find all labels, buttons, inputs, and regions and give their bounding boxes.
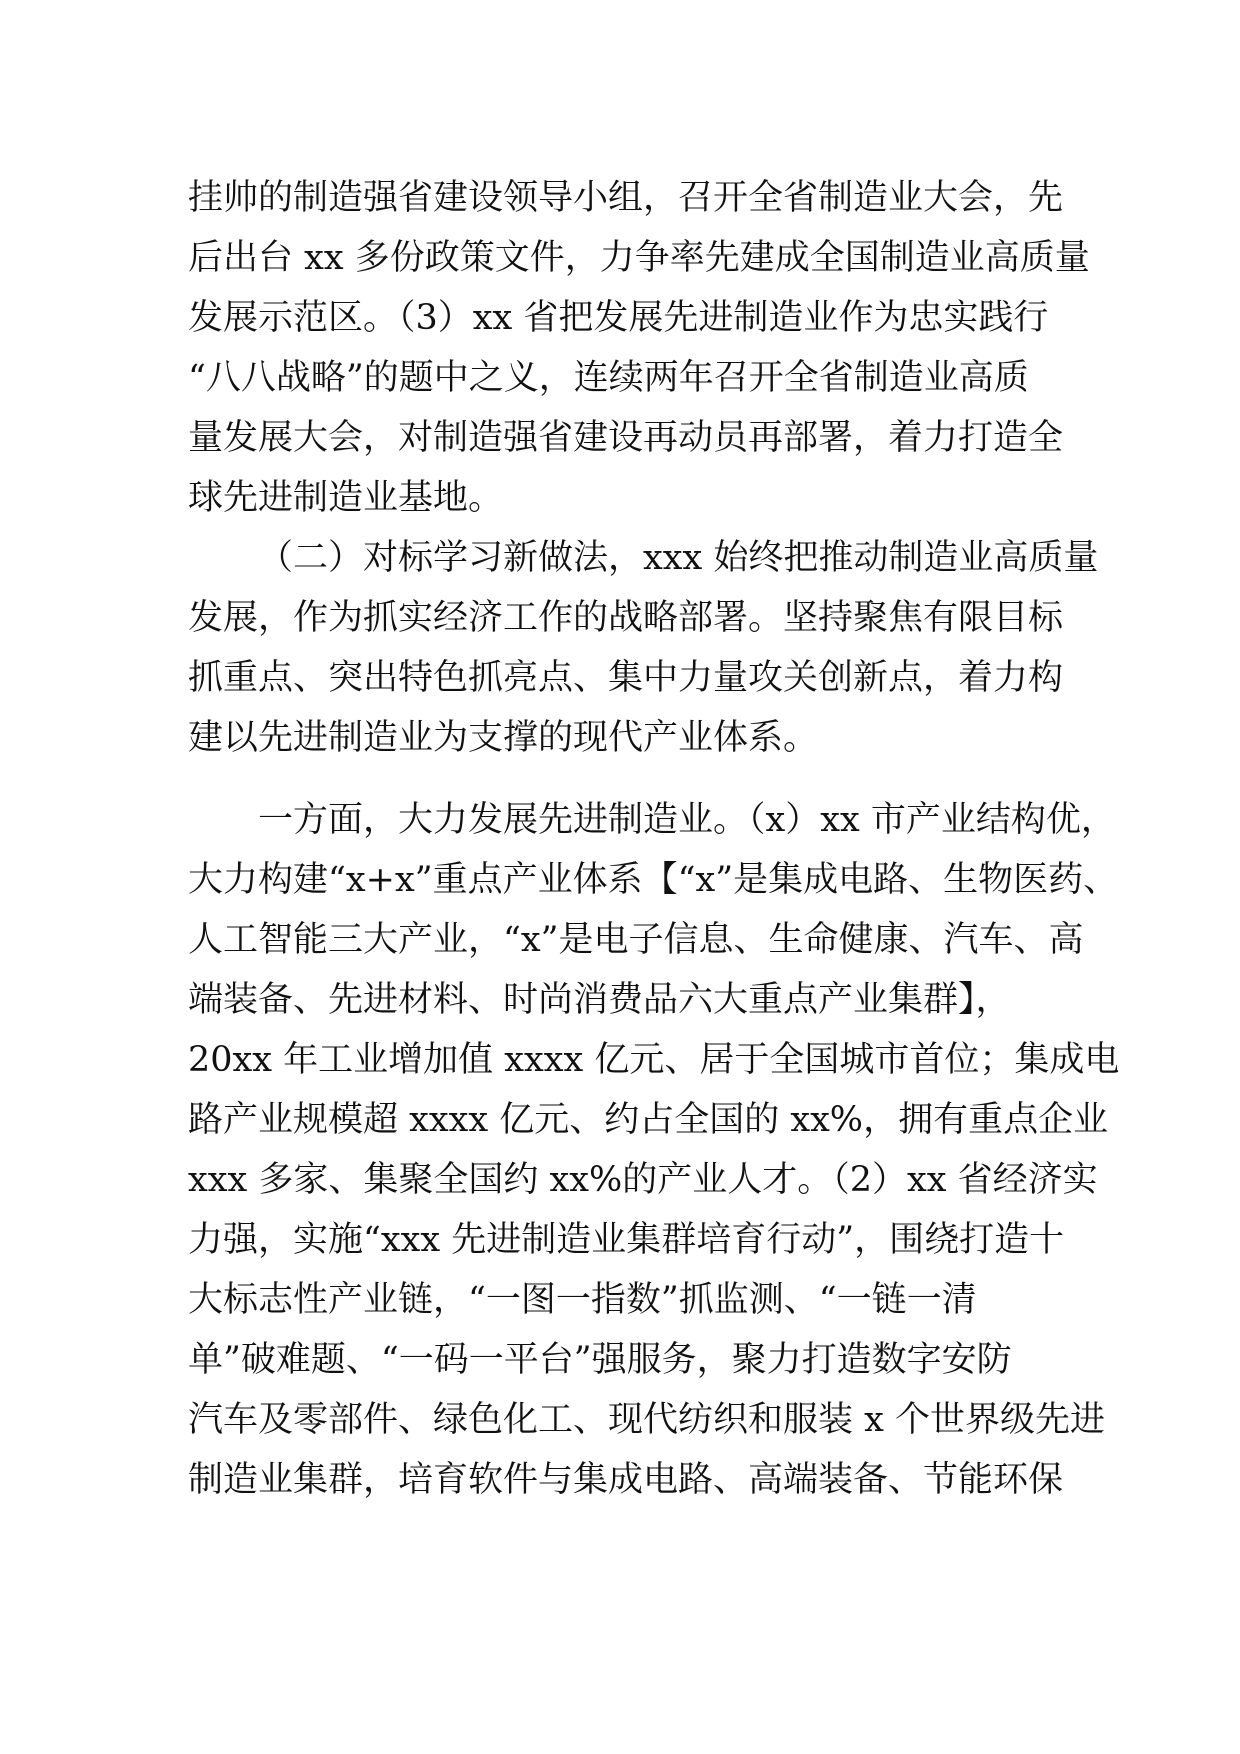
text-line: 球先进制造业基地。 xyxy=(188,478,504,518)
text-line: 抓重点、突出特色抓亮点、集中力量攻关创新点，着力构 xyxy=(188,658,1064,698)
text-line: 人工智能三大产业，“x”是电子信息、生命健康、汽车、高 xyxy=(188,920,1084,960)
text-line: xxx 多家、集聚全国约 xx%的产业人才。（2）xx 省经济实 xyxy=(188,1160,1098,1200)
text-line: 大标志性产业链，“一图一指数”抓监测、“一链一清 xyxy=(188,1280,977,1320)
text-line: 单”破难题、“一码一平台”强服务，聚力打造数字安防 xyxy=(188,1340,1012,1380)
section-heading-line: （二）对标学习新做法，xxx 始终把推动制造业高质量 xyxy=(258,538,1099,578)
text-line: 制造业集群，培育软件与集成电路、高端装备、节能环保 xyxy=(188,1460,1064,1500)
text-line: 20xx 年工业增加值 xxxx 亿元、居于全国城市首位；集成电 xyxy=(188,1040,1120,1080)
paragraph-start-line: 一方面，大力发展先进制造业。（x）xx 市产业结构优， xyxy=(258,800,1116,840)
text-line: 汽车及零部件、绿色化工、现代纺织和服装 x 个世界级先进 xyxy=(188,1400,1105,1440)
text-line: 挂帅的制造强省建设领导小组，召开全省制造业大会，先 xyxy=(188,178,1064,218)
text-line: 发展示范区。（3）xx 省把发展先进制造业作为忠实践行 xyxy=(188,298,1049,338)
text-line: 大力构建“x+x”重点产业体系【“x”是集成电路、生物医药、 xyxy=(188,860,1119,900)
text-line: “八八战略”的题中之义，连续两年召开全省制造业高质 xyxy=(188,358,1029,398)
text-line: 发展，作为抓实经济工作的战略部署。坚持聚焦有限目标 xyxy=(188,598,1064,638)
text-line: 量发展大会，对制造强省建设再动员再部署，着力打造全 xyxy=(188,418,1064,458)
text-line: 力强，实施“xxx 先进制造业集群培育行动”，围绕打造十 xyxy=(188,1220,1065,1260)
text-line: 端装备、先进材料、时尚消费品六大重点产业集群】， xyxy=(188,980,1011,1020)
text-line: 后出台 xx 多份政策文件，力争率先建成全国制造业高质量 xyxy=(188,238,1090,278)
text-line: 路产业规模超 xxxx 亿元、约占全国的 xx%，拥有重点企业 xyxy=(188,1100,1109,1140)
text-line: 建以先进制造业为支撑的现代产业体系。 xyxy=(188,718,819,758)
